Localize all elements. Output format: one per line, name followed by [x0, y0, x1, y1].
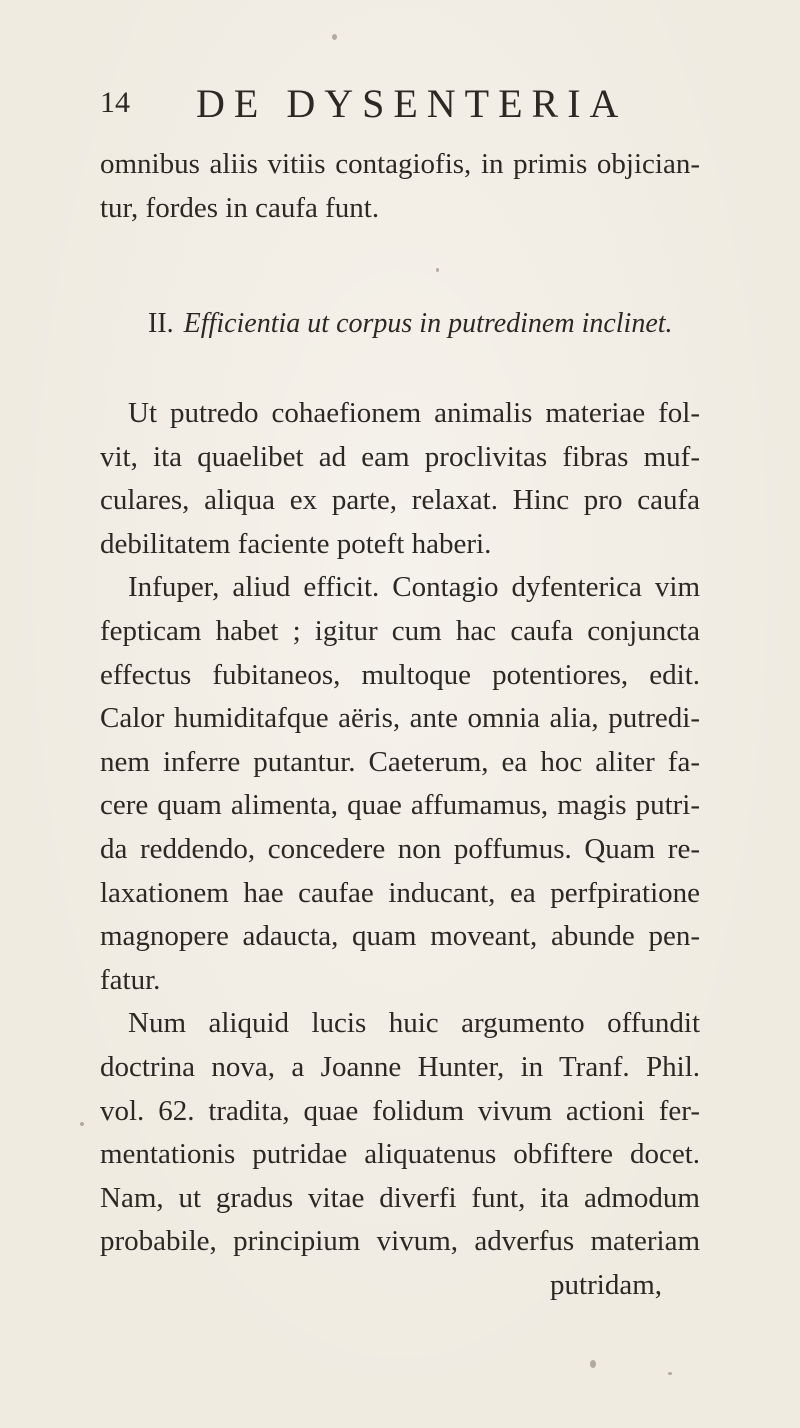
- text-line: Calor humiditafque aëris, ante omnia alia, putredi-: [100, 702, 700, 735]
- text-line: Num aliquid lucis huic argumento offundit: [128, 1007, 700, 1040]
- text-line: vit, ita quaelibet ad eam proclivitas fibras muf-: [100, 440, 700, 473]
- catchword: putridam,: [550, 1268, 662, 1301]
- paper-speck: [436, 268, 439, 272]
- text-line: laxationem hae caufae inducant, ea perfpiratione: [100, 876, 700, 909]
- text-line: doctrina nova, a Joanne Hunter, in Tranf. Phil.: [100, 1050, 700, 1083]
- text-line: effectus fubitaneos, multoque potentiores, edit.: [100, 658, 700, 691]
- text-line: tur, fordes in caufa funt.: [100, 191, 380, 224]
- paper-speck: [332, 34, 337, 40]
- paragraph: [100, 566, 700, 1002]
- text-line: fepticam habet ; igitur cum hac caufa conjuncta: [100, 614, 700, 647]
- text-line: cere quam alimenta, quae affumamus, magis putri-: [100, 789, 700, 822]
- text-line: fatur.: [100, 963, 161, 996]
- page-header: [100, 78, 628, 128]
- section-title: Efficientia ut corpus in putredinem inclinet.: [183, 308, 673, 339]
- opening-text: [100, 143, 700, 230]
- text-line: nem inferre putantur. Caeterum, ea hoc aliter fa-: [100, 745, 700, 778]
- running-title: DE DYSENTERIA: [196, 81, 628, 126]
- text-line: magnopere adaucta, quam moveant, abunde pen-: [100, 920, 700, 953]
- section-number: II.: [148, 308, 174, 339]
- paragraph: [100, 1002, 700, 1264]
- paper-speck: [590, 1360, 596, 1368]
- paper-speck: [668, 1372, 672, 1375]
- section-heading: [148, 308, 673, 340]
- text-line: mentationis putridae aliquatenus obfiftere docet.: [100, 1138, 700, 1171]
- text-line: vol. 62. tradita, quae folidum vivum actioni fer-: [100, 1094, 700, 1127]
- text-line: Ut putredo cohaefionem animalis materiae fol-: [128, 397, 700, 429]
- paragraph: [100, 392, 700, 566]
- text-line: probabile, principium vivum, adverfus materiam: [100, 1225, 700, 1258]
- paper-speck: [80, 1122, 84, 1126]
- text-line: Nam, ut gradus vitae diverfi funt, ita admodum: [100, 1181, 700, 1214]
- text-line: culares, aliqua ex parte, relaxat. Hinc pro caufa: [100, 484, 700, 517]
- text-line: da reddendo, concedere non poffumus. Quam re-: [100, 832, 700, 865]
- body-text: [100, 392, 700, 1307]
- text-line: omnibus aliis vitiis contagiofis, in primis objician-: [100, 148, 700, 180]
- text-line: debilitatem faciente poteft haberi.: [100, 527, 492, 560]
- text-line: Infuper, aliud efficit. Contagio dyfenterica vim: [128, 571, 700, 604]
- page-number: 14: [100, 86, 130, 119]
